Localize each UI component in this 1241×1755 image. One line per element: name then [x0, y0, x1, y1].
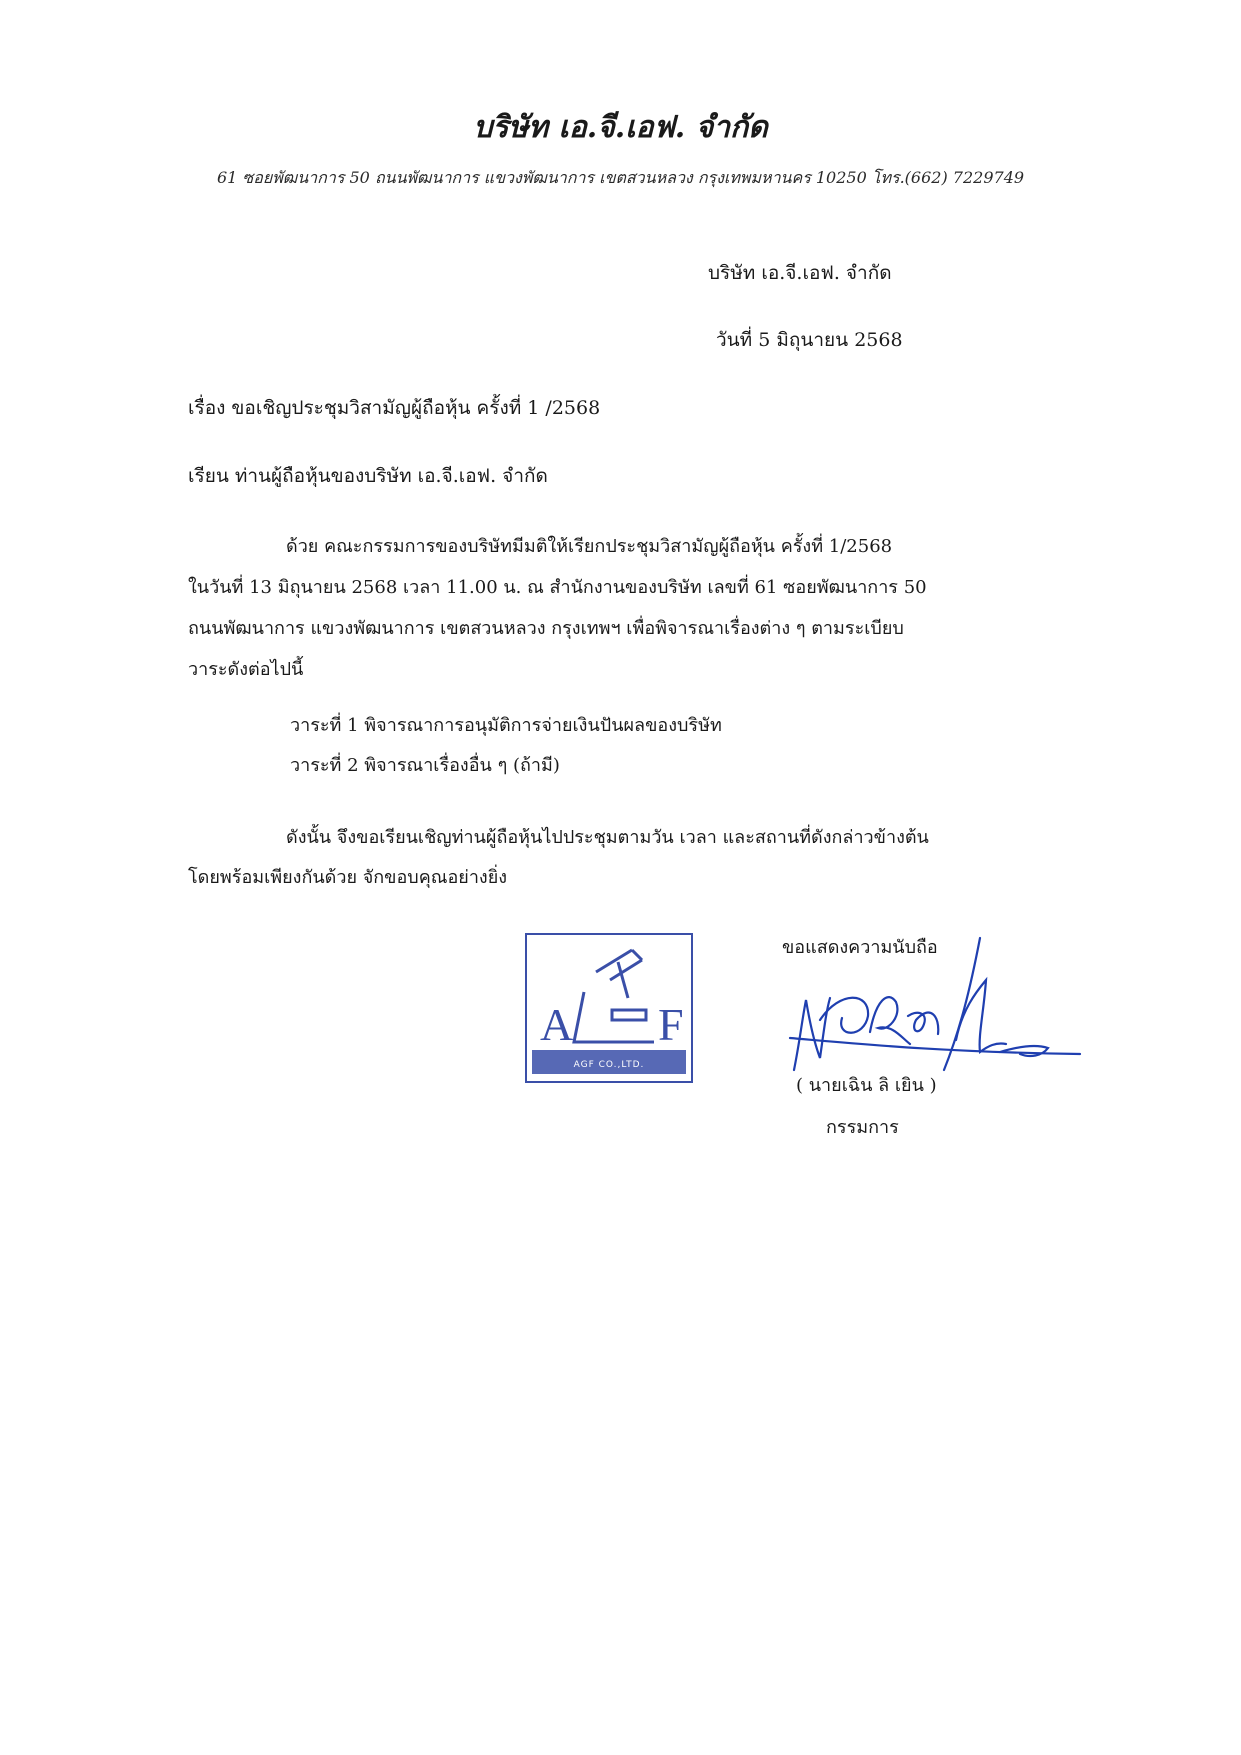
closing-line: โดยพร้อมเพียงกันด้วย จักขอบคุณอย่างยิ่ง: [188, 867, 508, 888]
svg-text:A: A: [540, 999, 574, 1050]
body-line: วาระดังต่อไปนี้: [188, 659, 304, 680]
svg-text:F: F: [658, 999, 684, 1050]
signer-name: ( นายเฉิน ลิ เยิน ): [796, 1075, 937, 1096]
company-address: 61 ซอยพัฒนาการ 50 ถนนพัฒนาการ แขวงพัฒนาการ เขตสวนหลวง กรุงเทพมหานคร 10250 โทร.(662) 7229749: [216, 168, 1025, 187]
valediction: ขอแสดงความนับถือ: [782, 937, 938, 958]
salutation-line: เรียน ท่านผู้ถือหุ้นของบริษัท เอ.จี.เอฟ. จำกัด: [188, 465, 548, 487]
sender-company: บริษัท เอ.จี.เอฟ. จำกัด: [708, 262, 892, 284]
svg-text:AGF CO.,LTD.: AGF CO.,LTD.: [573, 1060, 645, 1070]
stamp-logo-icon: [524, 932, 694, 1084]
signer-title: กรรมการ: [826, 1117, 899, 1138]
agenda-item: วาระที่ 1 พิจารณาการอนุมัติการจ่ายเงินปันผลของบริษัท: [290, 715, 722, 736]
body-line: ด้วย คณะกรรมการของบริษัทมีมติให้เรียกประชุมวิสามัญผู้ถือหุ้น ครั้งที่ 1/2568: [286, 536, 893, 557]
body-line: ถนนพัฒนาการ แขวงพัฒนาการ เขตสวนหลวง กรุงเทพฯ เพื่อพิจารณาเรื่องต่าง ๆ ตามระเบียบ: [188, 618, 904, 639]
company-stamp: [524, 932, 694, 1084]
agenda-list: [290, 706, 722, 786]
subject-line: เรื่อง ขอเชิญประชุมวิสามัญผู้ถือหุ้น ครั้งที่ 1 /2568: [188, 397, 601, 419]
closing-line: ดังนั้น จึงขอเรียนเชิญท่านผู้ถือหุ้นไปประชุมตามวัน เวลา และสถานที่ดังกล่าวข้างต้น: [286, 827, 929, 848]
agenda-item: วาระที่ 2 พิจารณาเรื่องอื่น ๆ (ถ้ามี): [290, 755, 560, 776]
closing-paragraph: [188, 818, 929, 898]
body-line: ในวันที่ 13 มิถุนายน 2568 เวลา 11.00 น. ณ สำนักงานของบริษัท เลขที่ 61 ซอยพัฒนาการ 50: [188, 577, 927, 598]
letter-date: วันที่ 5 มิถุนายน 2568: [716, 329, 903, 351]
company-letterhead-title: บริษัท เอ.จี.เอฟ. จำกัด: [473, 110, 768, 145]
body-paragraph: [188, 526, 927, 690]
